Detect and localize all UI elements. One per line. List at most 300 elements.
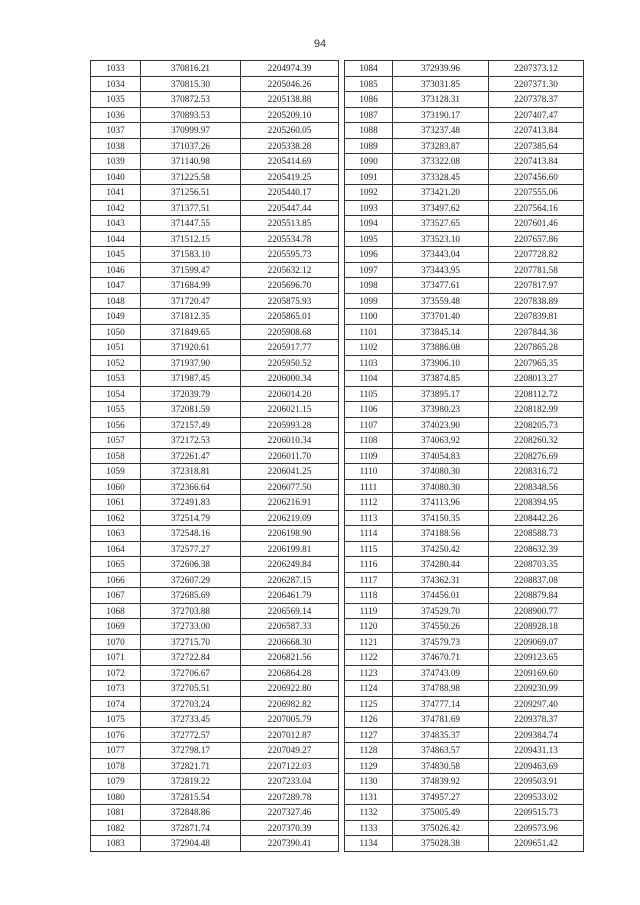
point-id-cell: 1129 xyxy=(345,758,393,774)
point-id-cell: 1061 xyxy=(91,495,141,511)
point-id-cell: 1064 xyxy=(91,541,141,557)
y-coordinate-cell: 2207371.30 xyxy=(489,76,584,92)
y-coordinate-cell: 2205865.01 xyxy=(241,309,339,325)
table-row xyxy=(91,278,339,294)
table-row xyxy=(345,402,584,418)
point-id-cell: 1112 xyxy=(345,495,393,511)
point-id-cell: 1092 xyxy=(345,185,393,201)
table-row xyxy=(345,200,584,216)
point-id-cell: 1110 xyxy=(345,464,393,480)
x-coordinate-cell: 374863.57 xyxy=(393,743,489,759)
y-coordinate-cell: 2207781.58 xyxy=(489,262,584,278)
point-id-cell: 1134 xyxy=(345,836,393,852)
y-coordinate-cell: 2207390.41 xyxy=(241,836,339,852)
y-coordinate-cell: 2206249.84 xyxy=(241,557,339,573)
point-id-cell: 1124 xyxy=(345,681,393,697)
y-coordinate-cell: 2206216.91 xyxy=(241,495,339,511)
x-coordinate-cell: 374362.31 xyxy=(393,572,489,588)
table-body-right xyxy=(345,61,584,852)
y-coordinate-cell: 2208260.32 xyxy=(489,433,584,449)
table-row xyxy=(91,634,339,650)
table-row xyxy=(345,789,584,805)
table-row xyxy=(345,154,584,170)
point-id-cell: 1120 xyxy=(345,619,393,635)
table-row xyxy=(91,495,339,511)
y-coordinate-cell: 2208394.95 xyxy=(489,495,584,511)
point-id-cell: 1069 xyxy=(91,619,141,635)
table-row xyxy=(345,107,584,123)
y-coordinate-cell: 2205993.28 xyxy=(241,417,339,433)
x-coordinate-cell: 373895.17 xyxy=(393,386,489,402)
table-row xyxy=(345,61,584,77)
x-coordinate-cell: 371377.51 xyxy=(141,200,241,216)
point-id-cell: 1088 xyxy=(345,123,393,139)
y-coordinate-cell: 2206922.80 xyxy=(241,681,339,697)
point-id-cell: 1116 xyxy=(345,557,393,573)
table-row xyxy=(91,789,339,805)
point-id-cell: 1107 xyxy=(345,417,393,433)
point-id-cell: 1077 xyxy=(91,743,141,759)
point-id-cell: 1119 xyxy=(345,603,393,619)
table-row xyxy=(91,526,339,542)
y-coordinate-cell: 2205534.78 xyxy=(241,231,339,247)
table-row xyxy=(345,634,584,650)
y-coordinate-cell: 2208703.35 xyxy=(489,557,584,573)
x-coordinate-cell: 374830.58 xyxy=(393,758,489,774)
point-id-cell: 1043 xyxy=(91,216,141,232)
y-coordinate-cell: 2206821.56 xyxy=(241,650,339,666)
table-row xyxy=(91,805,339,821)
point-id-cell: 1053 xyxy=(91,371,141,387)
point-id-cell: 1114 xyxy=(345,526,393,542)
table-row xyxy=(91,231,339,247)
point-id-cell: 1123 xyxy=(345,665,393,681)
table-body-left xyxy=(91,61,339,852)
point-id-cell: 1117 xyxy=(345,572,393,588)
table-row xyxy=(91,76,339,92)
table-row xyxy=(345,727,584,743)
point-id-cell: 1111 xyxy=(345,479,393,495)
y-coordinate-cell: 2206668.30 xyxy=(241,634,339,650)
table-row xyxy=(91,557,339,573)
table-row xyxy=(91,727,339,743)
x-coordinate-cell: 372172.53 xyxy=(141,433,241,449)
x-coordinate-cell: 373477.61 xyxy=(393,278,489,294)
x-coordinate-cell: 373328.45 xyxy=(393,169,489,185)
x-coordinate-cell: 374250.42 xyxy=(393,541,489,557)
y-coordinate-cell: 2207657.86 xyxy=(489,231,584,247)
point-id-cell: 1050 xyxy=(91,324,141,340)
y-coordinate-cell: 2206041.25 xyxy=(241,464,339,480)
table-row xyxy=(91,464,339,480)
point-id-cell: 1126 xyxy=(345,712,393,728)
table-row xyxy=(91,123,339,139)
x-coordinate-cell: 372706.67 xyxy=(141,665,241,681)
point-id-cell: 1084 xyxy=(345,61,393,77)
y-coordinate-cell: 2208316.72 xyxy=(489,464,584,480)
table-row xyxy=(345,216,584,232)
y-coordinate-cell: 2205950.52 xyxy=(241,355,339,371)
point-id-cell: 1131 xyxy=(345,789,393,805)
x-coordinate-cell: 370872.53 xyxy=(141,92,241,108)
point-id-cell: 1060 xyxy=(91,479,141,495)
x-coordinate-cell: 370815.30 xyxy=(141,76,241,92)
point-id-cell: 1082 xyxy=(91,820,141,836)
x-coordinate-cell: 374743.09 xyxy=(393,665,489,681)
table-row xyxy=(91,681,339,697)
y-coordinate-cell: 2209431.13 xyxy=(489,743,584,759)
y-coordinate-cell: 2207233.04 xyxy=(241,774,339,790)
y-coordinate-cell: 2205338.28 xyxy=(241,138,339,154)
x-coordinate-cell: 372577.27 xyxy=(141,541,241,557)
point-id-cell: 1128 xyxy=(345,743,393,759)
point-id-cell: 1090 xyxy=(345,154,393,170)
x-coordinate-cell: 371256.51 xyxy=(141,185,241,201)
table-row xyxy=(91,340,339,356)
table-row xyxy=(91,169,339,185)
y-coordinate-cell: 2206219.09 xyxy=(241,510,339,526)
point-id-cell: 1040 xyxy=(91,169,141,185)
x-coordinate-cell: 373980.23 xyxy=(393,402,489,418)
table-row xyxy=(345,417,584,433)
point-id-cell: 1130 xyxy=(345,774,393,790)
y-coordinate-cell: 2205908.68 xyxy=(241,324,339,340)
table-row xyxy=(345,836,584,852)
point-id-cell: 1044 xyxy=(91,231,141,247)
y-coordinate-cell: 2205875.93 xyxy=(241,293,339,309)
x-coordinate-cell: 371225.58 xyxy=(141,169,241,185)
y-coordinate-cell: 2207728.82 xyxy=(489,247,584,263)
point-id-cell: 1034 xyxy=(91,76,141,92)
table-row xyxy=(345,681,584,697)
y-coordinate-cell: 2209230.99 xyxy=(489,681,584,697)
point-id-cell: 1079 xyxy=(91,774,141,790)
table-row xyxy=(345,464,584,480)
point-id-cell: 1108 xyxy=(345,433,393,449)
y-coordinate-cell: 2208928.18 xyxy=(489,619,584,635)
y-coordinate-cell: 2205046.26 xyxy=(241,76,339,92)
y-coordinate-cell: 2207456.60 xyxy=(489,169,584,185)
y-coordinate-cell: 2205419.25 xyxy=(241,169,339,185)
table-row xyxy=(91,836,339,852)
table-row xyxy=(91,743,339,759)
table-row xyxy=(91,572,339,588)
y-coordinate-cell: 2207407.47 xyxy=(489,107,584,123)
table-row xyxy=(91,371,339,387)
y-coordinate-cell: 2209533.02 xyxy=(489,789,584,805)
y-coordinate-cell: 2205138.88 xyxy=(241,92,339,108)
x-coordinate-cell: 372871.74 xyxy=(141,820,241,836)
x-coordinate-cell: 372821.71 xyxy=(141,758,241,774)
y-coordinate-cell: 2209463.69 xyxy=(489,758,584,774)
point-id-cell: 1063 xyxy=(91,526,141,542)
x-coordinate-cell: 372819.22 xyxy=(141,774,241,790)
point-id-cell: 1098 xyxy=(345,278,393,294)
point-id-cell: 1087 xyxy=(345,107,393,123)
table-row xyxy=(345,185,584,201)
x-coordinate-cell: 373845.14 xyxy=(393,324,489,340)
point-id-cell: 1052 xyxy=(91,355,141,371)
x-coordinate-cell: 373701.40 xyxy=(393,309,489,325)
point-id-cell: 1133 xyxy=(345,820,393,836)
table-row xyxy=(91,185,339,201)
table-row xyxy=(91,541,339,557)
point-id-cell: 1076 xyxy=(91,727,141,743)
x-coordinate-cell: 373523.10 xyxy=(393,231,489,247)
point-id-cell: 1097 xyxy=(345,262,393,278)
x-coordinate-cell: 372685.69 xyxy=(141,588,241,604)
x-coordinate-cell: 375005.49 xyxy=(393,805,489,821)
y-coordinate-cell: 2205260.05 xyxy=(241,123,339,139)
y-coordinate-cell: 2207564.16 xyxy=(489,200,584,216)
x-coordinate-cell: 374957.27 xyxy=(393,789,489,805)
coordinate-table-left xyxy=(90,60,339,852)
point-id-cell: 1081 xyxy=(91,805,141,821)
table-row xyxy=(91,200,339,216)
point-id-cell: 1085 xyxy=(345,76,393,92)
x-coordinate-cell: 374188.56 xyxy=(393,526,489,542)
y-coordinate-cell: 2205513.85 xyxy=(241,216,339,232)
y-coordinate-cell: 2209651.42 xyxy=(489,836,584,852)
point-id-cell: 1093 xyxy=(345,200,393,216)
y-coordinate-cell: 2206014.20 xyxy=(241,386,339,402)
table-row xyxy=(345,526,584,542)
y-coordinate-cell: 2205917.77 xyxy=(241,340,339,356)
x-coordinate-cell: 373443.95 xyxy=(393,262,489,278)
x-coordinate-cell: 372703.24 xyxy=(141,696,241,712)
table-row xyxy=(345,479,584,495)
table-row xyxy=(91,61,339,77)
point-id-cell: 1051 xyxy=(91,340,141,356)
table-row xyxy=(345,448,584,464)
y-coordinate-cell: 2208205.73 xyxy=(489,417,584,433)
point-id-cell: 1103 xyxy=(345,355,393,371)
table-row xyxy=(91,107,339,123)
y-coordinate-cell: 2209384.74 xyxy=(489,727,584,743)
point-id-cell: 1055 xyxy=(91,402,141,418)
y-coordinate-cell: 2209069.07 xyxy=(489,634,584,650)
table-row xyxy=(345,588,584,604)
point-id-cell: 1121 xyxy=(345,634,393,650)
point-id-cell: 1054 xyxy=(91,386,141,402)
y-coordinate-cell: 2205440.17 xyxy=(241,185,339,201)
table-row xyxy=(345,262,584,278)
y-coordinate-cell: 2209503.91 xyxy=(489,774,584,790)
x-coordinate-cell: 372514.79 xyxy=(141,510,241,526)
x-coordinate-cell: 372606.38 xyxy=(141,557,241,573)
x-coordinate-cell: 372772.57 xyxy=(141,727,241,743)
y-coordinate-cell: 2208348.56 xyxy=(489,479,584,495)
point-id-cell: 1058 xyxy=(91,448,141,464)
x-coordinate-cell: 372703.88 xyxy=(141,603,241,619)
x-coordinate-cell: 374781.69 xyxy=(393,712,489,728)
y-coordinate-cell: 2209515.73 xyxy=(489,805,584,821)
table-row xyxy=(91,619,339,635)
y-coordinate-cell: 2208879.84 xyxy=(489,588,584,604)
table-row xyxy=(91,510,339,526)
x-coordinate-cell: 374670.71 xyxy=(393,650,489,666)
y-coordinate-cell: 2207838.89 xyxy=(489,293,584,309)
point-id-cell: 1068 xyxy=(91,603,141,619)
table-row xyxy=(345,572,584,588)
table-row xyxy=(345,650,584,666)
point-id-cell: 1033 xyxy=(91,61,141,77)
y-coordinate-cell: 2205414.69 xyxy=(241,154,339,170)
table-row xyxy=(345,433,584,449)
point-id-cell: 1078 xyxy=(91,758,141,774)
x-coordinate-cell: 371599.47 xyxy=(141,262,241,278)
table-row xyxy=(345,386,584,402)
point-id-cell: 1118 xyxy=(345,588,393,604)
x-coordinate-cell: 372705.51 xyxy=(141,681,241,697)
point-id-cell: 1075 xyxy=(91,712,141,728)
point-id-cell: 1100 xyxy=(345,309,393,325)
x-coordinate-cell: 373322.08 xyxy=(393,154,489,170)
y-coordinate-cell: 2208276.69 xyxy=(489,448,584,464)
point-id-cell: 1035 xyxy=(91,92,141,108)
point-id-cell: 1109 xyxy=(345,448,393,464)
x-coordinate-cell: 372607.29 xyxy=(141,572,241,588)
x-coordinate-cell: 372081.59 xyxy=(141,402,241,418)
y-coordinate-cell: 2208442.26 xyxy=(489,510,584,526)
x-coordinate-cell: 374150.35 xyxy=(393,510,489,526)
y-coordinate-cell: 2206199.81 xyxy=(241,541,339,557)
table-row xyxy=(91,479,339,495)
x-coordinate-cell: 374835.37 xyxy=(393,727,489,743)
y-coordinate-cell: 2208013.27 xyxy=(489,371,584,387)
table-row xyxy=(91,92,339,108)
y-coordinate-cell: 2206011.70 xyxy=(241,448,339,464)
point-id-cell: 1101 xyxy=(345,324,393,340)
table-row xyxy=(91,138,339,154)
x-coordinate-cell: 370816.21 xyxy=(141,61,241,77)
x-coordinate-cell: 372366.64 xyxy=(141,479,241,495)
point-id-cell: 1037 xyxy=(91,123,141,139)
y-coordinate-cell: 2208900.77 xyxy=(489,603,584,619)
table-row xyxy=(345,309,584,325)
table-row xyxy=(345,293,584,309)
table-row xyxy=(345,371,584,387)
y-coordinate-cell: 2209169.60 xyxy=(489,665,584,681)
table-row xyxy=(91,247,339,263)
page-number: 94 xyxy=(313,38,327,50)
x-coordinate-cell: 373497.62 xyxy=(393,200,489,216)
point-id-cell: 1115 xyxy=(345,541,393,557)
x-coordinate-cell: 374023.90 xyxy=(393,417,489,433)
y-coordinate-cell: 2207844.36 xyxy=(489,324,584,340)
table-row xyxy=(91,355,339,371)
table-row xyxy=(345,247,584,263)
y-coordinate-cell: 2207005.79 xyxy=(241,712,339,728)
y-coordinate-cell: 2208182.99 xyxy=(489,402,584,418)
point-id-cell: 1080 xyxy=(91,789,141,805)
table-row xyxy=(91,774,339,790)
x-coordinate-cell: 371512.15 xyxy=(141,231,241,247)
table-row xyxy=(345,92,584,108)
table-row xyxy=(91,293,339,309)
y-coordinate-cell: 2207555.06 xyxy=(489,185,584,201)
x-coordinate-cell: 374788.98 xyxy=(393,681,489,697)
table-row xyxy=(91,417,339,433)
point-id-cell: 1132 xyxy=(345,805,393,821)
x-coordinate-cell: 373283.87 xyxy=(393,138,489,154)
point-id-cell: 1127 xyxy=(345,727,393,743)
point-id-cell: 1047 xyxy=(91,278,141,294)
table-row xyxy=(345,696,584,712)
x-coordinate-cell: 374080.30 xyxy=(393,479,489,495)
table-row xyxy=(345,619,584,635)
x-coordinate-cell: 373421.20 xyxy=(393,185,489,201)
x-coordinate-cell: 371140.98 xyxy=(141,154,241,170)
table-row xyxy=(345,324,584,340)
x-coordinate-cell: 372904.48 xyxy=(141,836,241,852)
x-coordinate-cell: 373128.31 xyxy=(393,92,489,108)
point-id-cell: 1062 xyxy=(91,510,141,526)
table-row xyxy=(91,650,339,666)
y-coordinate-cell: 2205447.44 xyxy=(241,200,339,216)
x-coordinate-cell: 371720.47 xyxy=(141,293,241,309)
point-id-cell: 1036 xyxy=(91,107,141,123)
x-coordinate-cell: 372798.17 xyxy=(141,743,241,759)
y-coordinate-cell: 2208632.39 xyxy=(489,541,584,557)
table-row xyxy=(91,603,339,619)
y-coordinate-cell: 2209123.65 xyxy=(489,650,584,666)
point-id-cell: 1074 xyxy=(91,696,141,712)
y-coordinate-cell: 2206982.82 xyxy=(241,696,339,712)
x-coordinate-cell: 371987.45 xyxy=(141,371,241,387)
table-row xyxy=(345,123,584,139)
point-id-cell: 1083 xyxy=(91,836,141,852)
x-coordinate-cell: 372157.49 xyxy=(141,417,241,433)
y-coordinate-cell: 2207413.84 xyxy=(489,123,584,139)
point-id-cell: 1045 xyxy=(91,247,141,263)
y-coordinate-cell: 2207327.46 xyxy=(241,805,339,821)
x-coordinate-cell: 374579.73 xyxy=(393,634,489,650)
coordinate-table-right xyxy=(344,60,584,852)
table-row xyxy=(345,541,584,557)
point-id-cell: 1070 xyxy=(91,634,141,650)
x-coordinate-cell: 370893.53 xyxy=(141,107,241,123)
y-coordinate-cell: 2209297.40 xyxy=(489,696,584,712)
x-coordinate-cell: 373906.10 xyxy=(393,355,489,371)
x-coordinate-cell: 371937.90 xyxy=(141,355,241,371)
table-row xyxy=(345,169,584,185)
x-coordinate-cell: 373237.48 xyxy=(393,123,489,139)
table-row xyxy=(345,665,584,681)
y-coordinate-cell: 2206569.14 xyxy=(241,603,339,619)
y-coordinate-cell: 2206461.79 xyxy=(241,588,339,604)
y-coordinate-cell: 2207385.64 xyxy=(489,138,584,154)
table-row xyxy=(345,743,584,759)
table-row xyxy=(91,448,339,464)
point-id-cell: 1071 xyxy=(91,650,141,666)
x-coordinate-cell: 374529.70 xyxy=(393,603,489,619)
y-coordinate-cell: 2206021.15 xyxy=(241,402,339,418)
y-coordinate-cell: 2206587.33 xyxy=(241,619,339,635)
x-coordinate-cell: 373527.65 xyxy=(393,216,489,232)
point-id-cell: 1065 xyxy=(91,557,141,573)
y-coordinate-cell: 2207865.28 xyxy=(489,340,584,356)
x-coordinate-cell: 373031.85 xyxy=(393,76,489,92)
point-id-cell: 1089 xyxy=(345,138,393,154)
point-id-cell: 1091 xyxy=(345,169,393,185)
point-id-cell: 1099 xyxy=(345,293,393,309)
x-coordinate-cell: 372318.81 xyxy=(141,464,241,480)
x-coordinate-cell: 372733.00 xyxy=(141,619,241,635)
x-coordinate-cell: 373443.04 xyxy=(393,247,489,263)
x-coordinate-cell: 370999.97 xyxy=(141,123,241,139)
x-coordinate-cell: 372848.86 xyxy=(141,805,241,821)
